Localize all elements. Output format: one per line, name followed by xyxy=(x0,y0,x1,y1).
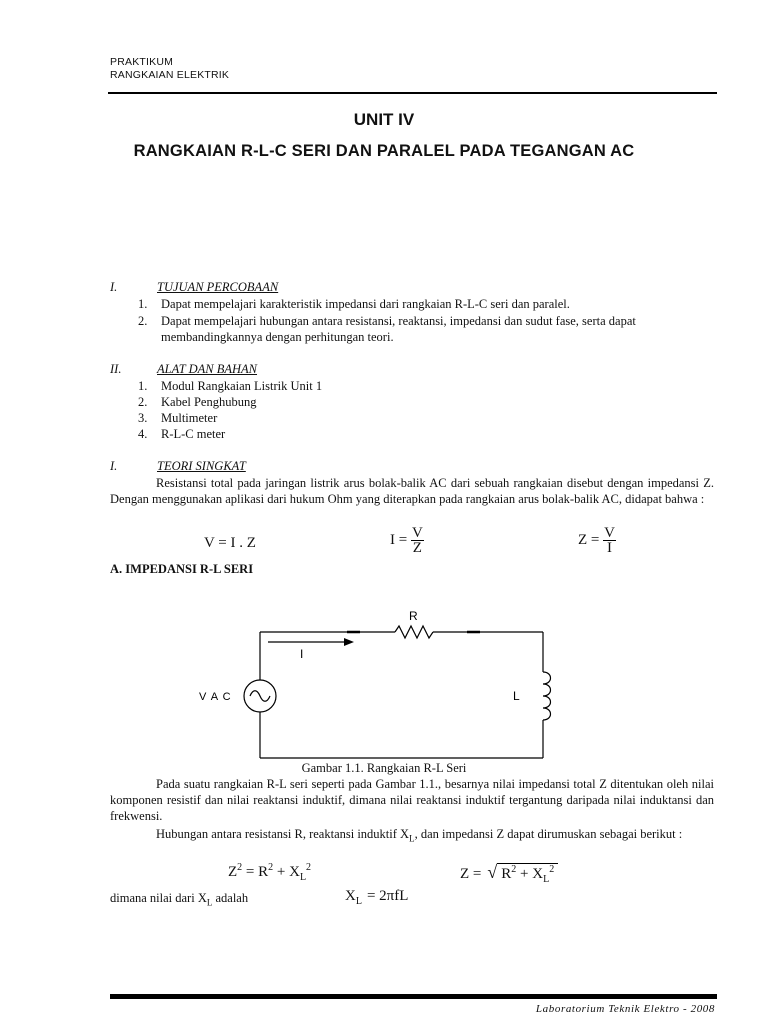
list-number: 2. xyxy=(138,395,148,409)
relation-text: , dan impedansi Z dapat dirumuskan sebagai berikut : xyxy=(414,827,683,841)
resistor-label: R xyxy=(409,609,418,623)
page-title: RANGKAIAN R-L-C SERI DAN PARALEL PADA TEGANGAN AC xyxy=(133,142,635,160)
section-2-title: ALAT DAN BAHAN xyxy=(157,362,258,376)
section-1-number: I. xyxy=(110,280,118,294)
description-paragraph: Pada suatu rangkaian R-L seri seperti pada Gambar 1.1., besarnya nilai impedansi total Z ditentukan oleh nilai komponen resistif dan nilai reaktansi induktif, dimana nilai reaktansi induktif tergantung daripada nilai induktansi dan frekwensi. xyxy=(110,777,714,823)
sqrt-icon: √ xyxy=(487,862,498,882)
current-label: I xyxy=(300,647,304,661)
xl-text-part: adalah xyxy=(212,891,249,905)
symbol: = R xyxy=(242,864,269,880)
denominator: Z xyxy=(412,540,422,556)
list-text: Modul Rangkaian Listrik Unit 1 xyxy=(161,379,323,393)
list-number: 3. xyxy=(138,411,148,425)
symbol: = 2πfL xyxy=(366,888,409,904)
header-line-2: RANGKAIAN ELEKTRIK xyxy=(110,69,230,81)
formula-z-squared xyxy=(228,862,311,883)
superscript: 2 xyxy=(549,864,555,875)
xl-text xyxy=(110,890,248,911)
relation-paragraph xyxy=(110,826,714,847)
formula-z-root xyxy=(460,862,558,885)
source-label: V A C xyxy=(199,691,232,703)
superscript: 2 xyxy=(268,862,274,873)
list-text: R-L-C meter xyxy=(161,427,226,441)
fraction xyxy=(603,526,616,555)
list-number: 4. xyxy=(138,427,148,441)
section-3-number: I. xyxy=(110,459,118,473)
formula-z-vi xyxy=(578,526,616,555)
list-number: 1. xyxy=(138,297,148,311)
arrow-head-icon xyxy=(344,638,354,646)
formula-lhs: Z = xyxy=(578,532,600,548)
numerator: V xyxy=(411,525,423,541)
subscript: L xyxy=(299,872,307,883)
subscript: L xyxy=(409,833,415,844)
sine-wave-icon xyxy=(250,691,270,702)
list-text: Kabel Penghubung xyxy=(161,395,257,409)
list-text: Dapat mempelajari karakteristik impedansi dari rangkaian R-L-C seri dan paralel. xyxy=(161,297,570,311)
formula-i-vz xyxy=(390,526,424,555)
list-text: Dapat mempelajari hubungan antara resistansi, reaktansi, impedansi dan sudut fase, serta dapat xyxy=(161,314,636,328)
footer-rule xyxy=(110,994,717,999)
fraction xyxy=(411,526,424,555)
formula-v-iz: V = I . Z xyxy=(204,535,256,551)
radicand xyxy=(497,863,558,885)
subscript: L xyxy=(355,896,362,907)
resistor-symbol xyxy=(395,626,433,638)
unit-heading: UNIT IV xyxy=(353,110,415,129)
relation-text: Hubungan antara resistansi R, reaktansi induktif X xyxy=(156,827,410,841)
header-rule xyxy=(108,92,717,94)
inductor-label: L xyxy=(513,689,520,703)
figure-caption: Gambar 1.1. Rangkaian R-L Seri xyxy=(301,761,467,775)
header-line-1: PRAKTIKUM xyxy=(110,56,174,68)
symbol: Z xyxy=(228,864,238,880)
list-number: 1. xyxy=(138,379,148,393)
symbol: + X xyxy=(516,866,544,882)
subscript: L xyxy=(206,897,213,908)
xl-text-part: dimana nilai dari X xyxy=(110,891,207,905)
theory-paragraph: Resistansi total pada jaringan listrik arus bolak-balik AC dari sebuah rangkaian disebut dengan impedansi Z. Dengan menggunakan aplikasi dari hukum Ohm yang diterapkan pada rangkaian arus bolak-balik AC, didapat bahwa : xyxy=(110,476,714,506)
subscript: L xyxy=(543,874,550,885)
footer-text: Laboratorium Teknik Elektro - 2008 xyxy=(535,1003,715,1015)
section-1-title: TUJUAN PERCOBAAN xyxy=(157,280,279,294)
section-2-number: II. xyxy=(110,362,122,376)
formula-xl xyxy=(345,888,408,907)
list-number: 2. xyxy=(138,314,148,328)
section-3-title: TEORI SINGKAT xyxy=(157,459,246,473)
formula-lhs: I = xyxy=(390,532,408,548)
denominator: I xyxy=(607,540,613,556)
superscript: 2 xyxy=(237,862,243,873)
symbol: X xyxy=(345,888,356,904)
running-header xyxy=(110,56,229,82)
list-text-continued: membandingkannya dengan perhitungan teori. xyxy=(161,330,394,344)
superscript: 2 xyxy=(306,862,312,873)
symbol: + X xyxy=(273,864,300,880)
subsection-heading: A. IMPEDANSI R-L SERI xyxy=(110,562,254,576)
numerator: V xyxy=(604,525,615,541)
symbol: R xyxy=(501,866,512,882)
superscript: 2 xyxy=(511,864,517,875)
list-text: Multimeter xyxy=(161,411,218,425)
inductor-symbol xyxy=(543,672,551,720)
rl-circuit-diagram xyxy=(190,600,570,760)
symbol: Z = xyxy=(460,866,482,882)
